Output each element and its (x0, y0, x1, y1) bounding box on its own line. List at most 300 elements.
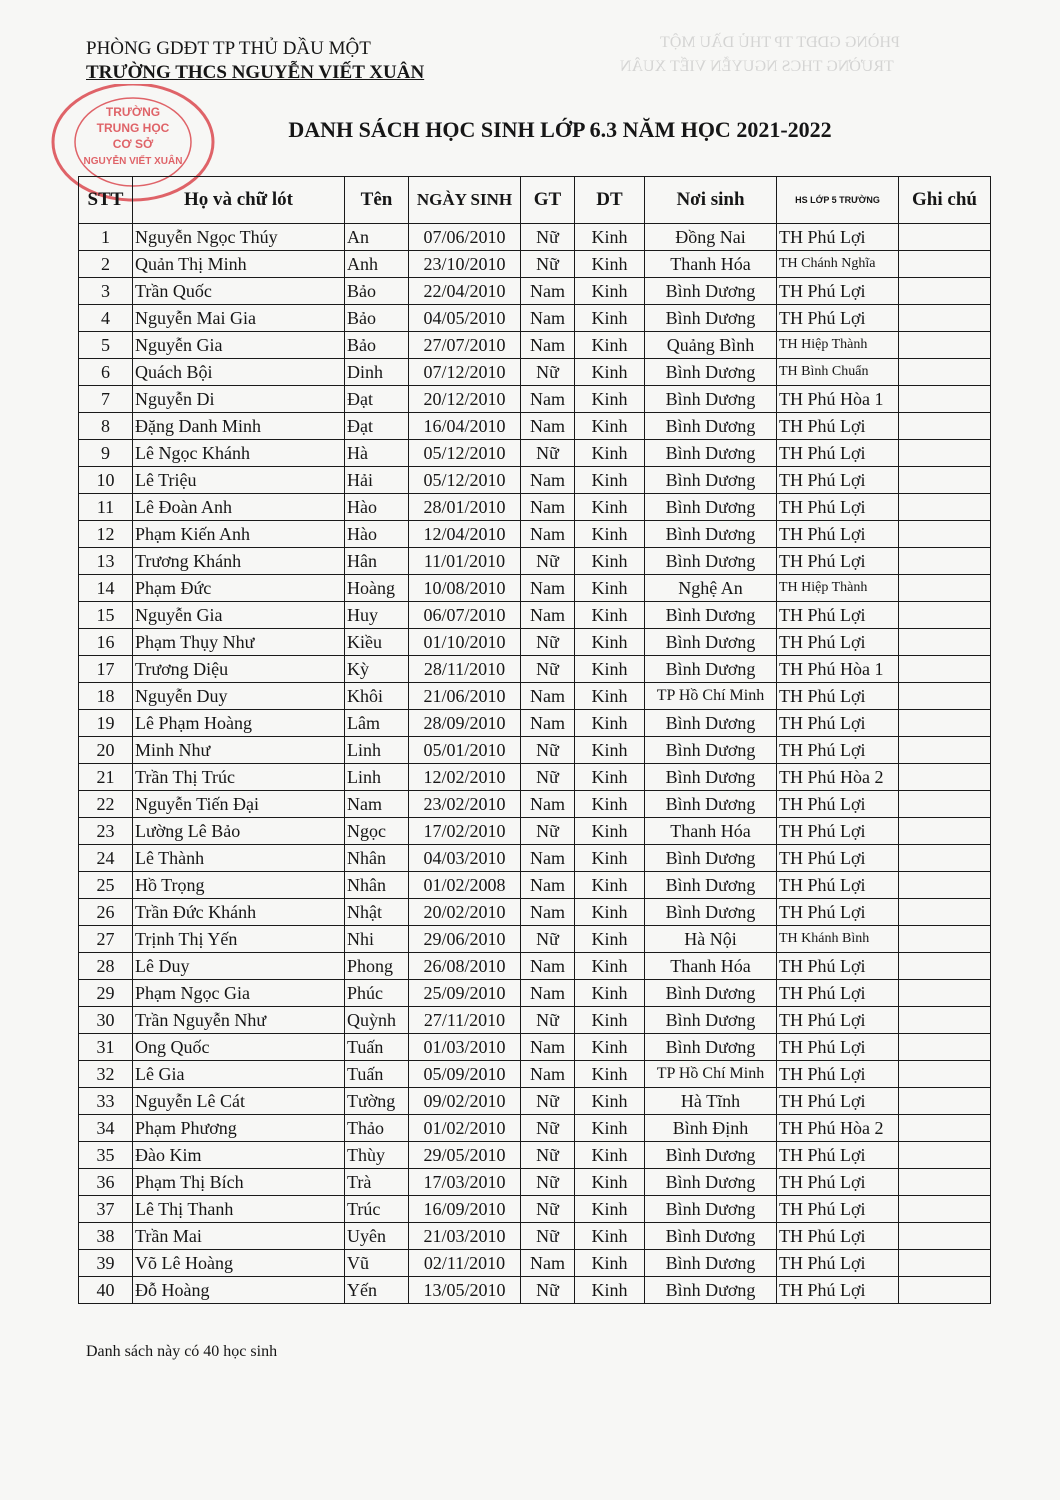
cell-birthdate: 05/01/2010 (409, 737, 521, 764)
cell-gender: Nam (521, 278, 575, 305)
cell-stt: 20 (79, 737, 133, 764)
stamp-line: CƠ SỞ (112, 137, 154, 151)
cell-surname: Trương Khánh (133, 548, 345, 575)
cell-birthplace: Bình Định (645, 1115, 777, 1142)
cell-stt: 3 (79, 278, 133, 305)
cell-name: Uyên (345, 1223, 409, 1250)
cell-birthdate: 27/11/2010 (409, 1007, 521, 1034)
cell-ethnicity: Kinh (575, 467, 645, 494)
cell-surname: Nguyễn Gia (133, 602, 345, 629)
cell-birthdate: 25/09/2010 (409, 980, 521, 1007)
cell-surname: Phạm Thụy Như (133, 629, 345, 656)
cell-primary-school: TH Phú Lợi (777, 791, 899, 818)
cell-birthplace: Bình Dương (645, 980, 777, 1007)
cell-surname: Hồ Trọng (133, 872, 345, 899)
cell-name: Kiều (345, 629, 409, 656)
cell-birthplace: TP Hồ Chí Minh (645, 1061, 777, 1088)
student-count-note: Danh sách này có 40 học sinh (86, 1343, 278, 1360)
table-header-row (79, 177, 991, 224)
cell-name: Hào (345, 521, 409, 548)
table-row (79, 602, 991, 629)
department-name: PHÒNG GDĐT TP THỦ DẦU MỘT (86, 38, 371, 59)
table-row (79, 413, 991, 440)
cell-birthplace: Bình Dương (645, 1034, 777, 1061)
cell-primary-school: TH Phú Lợi (777, 953, 899, 980)
cell-birthplace: Bình Dương (645, 359, 777, 386)
table-row (79, 656, 991, 683)
cell-name: Linh (345, 764, 409, 791)
table-row (79, 575, 991, 602)
cell-name: Kỳ (345, 656, 409, 683)
cell-notes (899, 305, 991, 332)
cell-primary-school: TH Phú Lợi (777, 1061, 899, 1088)
page-title: DANH SÁCH HỌC SINH LỚP 6.3 NĂM HỌC 2021-2022 (288, 117, 832, 142)
cell-primary-school: TH Phú Lợi (777, 1007, 899, 1034)
cell-notes (899, 602, 991, 629)
cell-gender: Nữ (521, 764, 575, 791)
cell-primary-school: TH Phú Lợi (777, 1250, 899, 1277)
table-row (79, 1277, 991, 1304)
cell-surname: Phạm Phương (133, 1115, 345, 1142)
cell-ethnicity: Kinh (575, 575, 645, 602)
cell-surname: Nguyễn Di (133, 386, 345, 413)
cell-ethnicity: Kinh (575, 305, 645, 332)
cell-primary-school: TH Phú Lợi (777, 1223, 899, 1250)
cell-primary-school: TH Phú Lợi (777, 602, 899, 629)
cell-birthdate: 05/12/2010 (409, 440, 521, 467)
cell-name: Nhân (345, 845, 409, 872)
cell-gender: Nữ (521, 1277, 575, 1304)
cell-ethnicity: Kinh (575, 1169, 645, 1196)
table-row (79, 1223, 991, 1250)
cell-birthdate: 22/04/2010 (409, 278, 521, 305)
header-ethnicity: DT (575, 177, 645, 224)
cell-surname: Lê Triệu (133, 467, 345, 494)
cell-ethnicity: Kinh (575, 1115, 645, 1142)
cell-notes (899, 980, 991, 1007)
cell-ethnicity: Kinh (575, 548, 645, 575)
cell-name: Tuấn (345, 1061, 409, 1088)
cell-primary-school: TH Phú Lợi (777, 413, 899, 440)
cell-notes (899, 899, 991, 926)
cell-name: Trà (345, 1169, 409, 1196)
cell-primary-school: TH Phú Lợi (777, 305, 899, 332)
cell-stt: 36 (79, 1169, 133, 1196)
cell-stt: 31 (79, 1034, 133, 1061)
table-row (79, 1142, 991, 1169)
cell-birthdate: 29/05/2010 (409, 1142, 521, 1169)
cell-ethnicity: Kinh (575, 278, 645, 305)
cell-birthdate: 01/02/2010 (409, 1115, 521, 1142)
cell-ethnicity: Kinh (575, 953, 645, 980)
cell-notes (899, 1088, 991, 1115)
cell-ethnicity: Kinh (575, 251, 645, 278)
cell-stt: 16 (79, 629, 133, 656)
cell-notes (899, 845, 991, 872)
cell-gender: Nữ (521, 440, 575, 467)
cell-ethnicity: Kinh (575, 1088, 645, 1115)
cell-gender: Nam (521, 413, 575, 440)
cell-name: Hà (345, 440, 409, 467)
table-row (79, 467, 991, 494)
cell-ethnicity: Kinh (575, 602, 645, 629)
table-body (79, 224, 991, 1304)
cell-ethnicity: Kinh (575, 359, 645, 386)
cell-name: Thùy (345, 1142, 409, 1169)
cell-stt: 8 (79, 413, 133, 440)
cell-ethnicity: Kinh (575, 1142, 645, 1169)
cell-birthdate: 23/10/2010 (409, 251, 521, 278)
cell-ethnicity: Kinh (575, 737, 645, 764)
cell-surname: Trịnh Thị Yến (133, 926, 345, 953)
cell-birthplace: Bình Dương (645, 1223, 777, 1250)
cell-surname: Võ Lê Hoàng (133, 1250, 345, 1277)
cell-stt: 32 (79, 1061, 133, 1088)
cell-gender: Nữ (521, 737, 575, 764)
cell-name: Anh (345, 251, 409, 278)
cell-stt: 10 (79, 467, 133, 494)
cell-primary-school: TH Phú Hòa 1 (777, 386, 899, 413)
cell-birthdate: 28/01/2010 (409, 494, 521, 521)
cell-birthplace: Bình Dương (645, 1007, 777, 1034)
cell-notes (899, 1115, 991, 1142)
cell-birthdate: 12/04/2010 (409, 521, 521, 548)
cell-name: Trúc (345, 1196, 409, 1223)
cell-surname: Phạm Ngọc Gia (133, 980, 345, 1007)
cell-notes (899, 953, 991, 980)
table-row (79, 1169, 991, 1196)
cell-stt: 40 (79, 1277, 133, 1304)
cell-ethnicity: Kinh (575, 629, 645, 656)
cell-notes (899, 629, 991, 656)
cell-primary-school: TH Phú Lợi (777, 737, 899, 764)
table-row (79, 926, 991, 953)
cell-notes (899, 1034, 991, 1061)
table-row (79, 1061, 991, 1088)
cell-birthplace: Thanh Hóa (645, 251, 777, 278)
cell-birthdate: 13/05/2010 (409, 1277, 521, 1304)
cell-gender: Nam (521, 305, 575, 332)
cell-surname: Lường Lê Bảo (133, 818, 345, 845)
cell-gender: Nam (521, 953, 575, 980)
cell-notes (899, 1277, 991, 1304)
cell-birthplace: Bình Dương (645, 1250, 777, 1277)
table-row (79, 251, 991, 278)
bleed-through-text: PHÒNG GDĐT TP THỦ DẦU MỘT (660, 34, 900, 51)
table-row (79, 791, 991, 818)
cell-ethnicity: Kinh (575, 899, 645, 926)
cell-name: Phong (345, 953, 409, 980)
cell-birthdate: 07/12/2010 (409, 359, 521, 386)
cell-notes (899, 1223, 991, 1250)
cell-surname: Đặng Danh Minh (133, 413, 345, 440)
cell-birthplace: Bình Dương (645, 899, 777, 926)
cell-notes (899, 737, 991, 764)
cell-birthplace: Nghệ An (645, 575, 777, 602)
cell-stt: 35 (79, 1142, 133, 1169)
cell-notes (899, 656, 991, 683)
cell-birthdate: 29/06/2010 (409, 926, 521, 953)
cell-birthplace: Bình Dương (645, 737, 777, 764)
cell-notes (899, 359, 991, 386)
cell-name: Bảo (345, 332, 409, 359)
cell-stt: 26 (79, 899, 133, 926)
cell-birthplace: Bình Dương (645, 629, 777, 656)
cell-ethnicity: Kinh (575, 872, 645, 899)
table-row (79, 1196, 991, 1223)
cell-ethnicity: Kinh (575, 656, 645, 683)
cell-name: Khôi (345, 683, 409, 710)
cell-birthdate: 05/09/2010 (409, 1061, 521, 1088)
cell-name: Hải (345, 467, 409, 494)
table-row (79, 332, 991, 359)
cell-name: Nhi (345, 926, 409, 953)
cell-birthdate: 16/09/2010 (409, 1196, 521, 1223)
cell-ethnicity: Kinh (575, 1277, 645, 1304)
cell-birthplace: Bình Dương (645, 278, 777, 305)
cell-surname: Đỗ Hoàng (133, 1277, 345, 1304)
table-row (79, 953, 991, 980)
cell-stt: 14 (79, 575, 133, 602)
header-surname: Họ và chữ lót (133, 177, 345, 224)
cell-primary-school: TH Phú Lợi (777, 1088, 899, 1115)
cell-surname: Phạm Đức (133, 575, 345, 602)
cell-notes (899, 548, 991, 575)
cell-notes (899, 791, 991, 818)
cell-ethnicity: Kinh (575, 332, 645, 359)
cell-ethnicity: Kinh (575, 1223, 645, 1250)
cell-gender: Nữ (521, 1007, 575, 1034)
cell-gender: Nam (521, 683, 575, 710)
table-row (79, 386, 991, 413)
cell-gender: Nam (521, 494, 575, 521)
cell-name: Linh (345, 737, 409, 764)
cell-stt: 34 (79, 1115, 133, 1142)
cell-birthplace: Bình Dương (645, 494, 777, 521)
table-row (79, 1007, 991, 1034)
cell-ethnicity: Kinh (575, 1250, 645, 1277)
cell-birthplace: Hà Tĩnh (645, 1088, 777, 1115)
cell-gender: Nữ (521, 1142, 575, 1169)
cell-primary-school: TH Phú Hòa 1 (777, 656, 899, 683)
cell-gender: Nam (521, 575, 575, 602)
cell-name: Hoàng (345, 575, 409, 602)
cell-birthdate: 01/10/2010 (409, 629, 521, 656)
cell-name: Huy (345, 602, 409, 629)
cell-primary-school: TH Phú Lợi (777, 1196, 899, 1223)
cell-notes (899, 1061, 991, 1088)
cell-birthplace: Quảng Bình (645, 332, 777, 359)
student-table (78, 176, 991, 1304)
cell-birthplace: Bình Dương (645, 386, 777, 413)
cell-notes (899, 386, 991, 413)
bleed-through-text: TRƯỜNG THCS NGUYỄN VIẾT XUÂN (620, 58, 894, 75)
cell-notes (899, 440, 991, 467)
cell-surname: Trần Đức Khánh (133, 899, 345, 926)
cell-birthdate: 05/12/2010 (409, 467, 521, 494)
cell-stt: 6 (79, 359, 133, 386)
cell-notes (899, 413, 991, 440)
cell-primary-school: TH Phú Lợi (777, 683, 899, 710)
cell-stt: 30 (79, 1007, 133, 1034)
cell-surname: Nguyễn Ngọc Thúy (133, 224, 345, 251)
cell-primary-school: TH Phú Lợi (777, 899, 899, 926)
cell-ethnicity: Kinh (575, 1007, 645, 1034)
cell-notes (899, 332, 991, 359)
table-row (79, 359, 991, 386)
table-row (79, 710, 991, 737)
cell-birthdate: 02/11/2010 (409, 1250, 521, 1277)
cell-surname: Trần Quốc (133, 278, 345, 305)
header-stt: STT (79, 177, 133, 224)
cell-notes (899, 575, 991, 602)
cell-primary-school: TH Phú Lợi (777, 1142, 899, 1169)
table-row (79, 980, 991, 1007)
cell-primary-school: TH Phú Lợi (777, 467, 899, 494)
cell-primary-school: TH Phú Lợi (777, 845, 899, 872)
cell-primary-school: TH Bình Chuẩn (777, 359, 899, 386)
cell-birthdate: 28/11/2010 (409, 656, 521, 683)
cell-notes (899, 818, 991, 845)
cell-birthplace: Bình Dương (645, 1196, 777, 1223)
cell-ethnicity: Kinh (575, 926, 645, 953)
table-row (79, 548, 991, 575)
table-row (79, 521, 991, 548)
cell-gender: Nam (521, 467, 575, 494)
cell-ethnicity: Kinh (575, 1061, 645, 1088)
cell-birthdate: 09/02/2010 (409, 1088, 521, 1115)
cell-name: Vũ (345, 1250, 409, 1277)
cell-primary-school: TH Phú Lợi (777, 521, 899, 548)
cell-birthdate: 17/03/2010 (409, 1169, 521, 1196)
cell-notes (899, 494, 991, 521)
cell-surname: Phạm Thị Bích (133, 1169, 345, 1196)
cell-name: Nam (345, 791, 409, 818)
cell-notes (899, 1196, 991, 1223)
cell-birthdate: 27/07/2010 (409, 332, 521, 359)
cell-birthdate: 23/02/2010 (409, 791, 521, 818)
cell-birthdate: 20/02/2010 (409, 899, 521, 926)
cell-birthplace: Bình Dương (645, 1169, 777, 1196)
cell-stt: 12 (79, 521, 133, 548)
cell-gender: Nam (521, 791, 575, 818)
cell-primary-school: TH Phú Lợi (777, 818, 899, 845)
stamp-line: NGUYỄN VIẾT XUÂN (83, 156, 183, 167)
cell-notes (899, 1250, 991, 1277)
cell-surname: Lê Gia (133, 1061, 345, 1088)
table-row (79, 305, 991, 332)
cell-stt: 24 (79, 845, 133, 872)
cell-birthplace: Thanh Hóa (645, 953, 777, 980)
cell-primary-school: TH Phú Lợi (777, 1034, 899, 1061)
cell-stt: 33 (79, 1088, 133, 1115)
table-row (79, 278, 991, 305)
cell-birthdate: 10/08/2010 (409, 575, 521, 602)
cell-primary-school: TH Hiệp Thành (777, 575, 899, 602)
cell-name: Bảo (345, 278, 409, 305)
cell-primary-school: TH Chánh Nghĩa (777, 251, 899, 278)
cell-gender: Nữ (521, 359, 575, 386)
cell-surname: Nguyễn Tiến Đại (133, 791, 345, 818)
cell-notes (899, 467, 991, 494)
cell-name: Đạt (345, 386, 409, 413)
cell-gender: Nam (521, 1061, 575, 1088)
cell-birthplace: Bình Dương (645, 764, 777, 791)
cell-stt: 7 (79, 386, 133, 413)
cell-ethnicity: Kinh (575, 440, 645, 467)
cell-gender: Nam (521, 899, 575, 926)
cell-gender: Nam (521, 521, 575, 548)
cell-primary-school: TH Phú Lợi (777, 224, 899, 251)
cell-surname: Quản Thị Minh (133, 251, 345, 278)
cell-gender: Nam (521, 980, 575, 1007)
cell-primary-school: TH Phú Hòa 2 (777, 1115, 899, 1142)
cell-stt: 39 (79, 1250, 133, 1277)
table-row (79, 737, 991, 764)
cell-birthdate: 20/12/2010 (409, 386, 521, 413)
table-row (79, 1034, 991, 1061)
cell-birthdate: 07/06/2010 (409, 224, 521, 251)
cell-birthdate: 16/04/2010 (409, 413, 521, 440)
cell-stt: 19 (79, 710, 133, 737)
cell-name: Nhân (345, 872, 409, 899)
cell-gender: Nữ (521, 1169, 575, 1196)
cell-stt: 18 (79, 683, 133, 710)
cell-surname: Nguyễn Mai Gia (133, 305, 345, 332)
cell-notes (899, 683, 991, 710)
cell-stt: 13 (79, 548, 133, 575)
table-row (79, 1115, 991, 1142)
cell-name: An (345, 224, 409, 251)
cell-gender: Nam (521, 872, 575, 899)
cell-birthplace: Bình Dương (645, 602, 777, 629)
cell-gender: Nữ (521, 251, 575, 278)
cell-name: Đạt (345, 413, 409, 440)
cell-stt: 1 (79, 224, 133, 251)
cell-birthplace: Bình Dương (645, 1277, 777, 1304)
cell-stt: 21 (79, 764, 133, 791)
cell-birthplace: Bình Dương (645, 845, 777, 872)
cell-birthdate: 01/02/2008 (409, 872, 521, 899)
cell-surname: Ong Quốc (133, 1034, 345, 1061)
cell-gender: Nữ (521, 818, 575, 845)
cell-birthplace: Đồng Nai (645, 224, 777, 251)
cell-gender: Nữ (521, 926, 575, 953)
cell-surname: Trần Nguyễn Như (133, 1007, 345, 1034)
cell-surname: Trần Mai (133, 1223, 345, 1250)
table-row (79, 1250, 991, 1277)
cell-birthplace: Bình Dương (645, 1142, 777, 1169)
table-row (79, 629, 991, 656)
cell-stt: 27 (79, 926, 133, 953)
cell-stt: 5 (79, 332, 133, 359)
table-row (79, 440, 991, 467)
cell-birthplace: Bình Dương (645, 656, 777, 683)
cell-surname: Minh Như (133, 737, 345, 764)
cell-stt: 4 (79, 305, 133, 332)
cell-gender: Nam (521, 1250, 575, 1277)
cell-primary-school: TH Phú Lợi (777, 278, 899, 305)
cell-gender: Nữ (521, 1223, 575, 1250)
header-gender: GT (521, 177, 575, 224)
cell-name: Lâm (345, 710, 409, 737)
cell-surname: Lê Ngọc Khánh (133, 440, 345, 467)
cell-primary-school: TH Khánh Bình (777, 926, 899, 953)
cell-gender: Nữ (521, 1115, 575, 1142)
cell-birthplace: Bình Dương (645, 791, 777, 818)
cell-birthdate: 28/09/2010 (409, 710, 521, 737)
cell-stt: 9 (79, 440, 133, 467)
